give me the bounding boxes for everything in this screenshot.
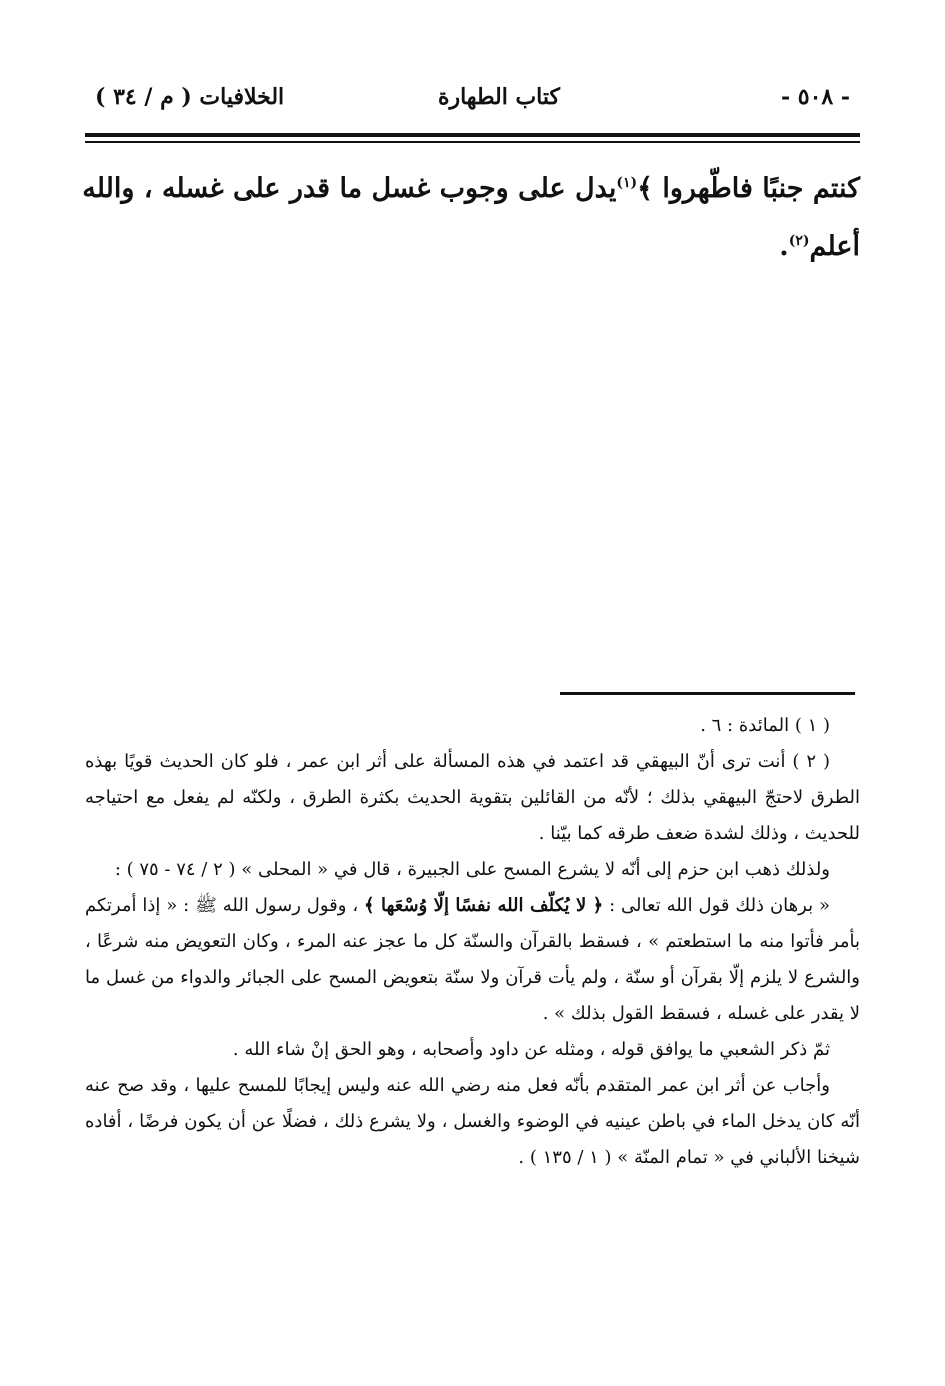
- footnote-2-paragraph: ثمّ ذكر الشعبي ما يوافق قوله ، ومثله عن داود وأصحابه ، وهو الحق إنْ شاء الله .: [232, 1039, 830, 1060]
- footnote-text-segment: « برهان ذلك قول الله تعالى :: [603, 895, 830, 916]
- footnote-ref-2: (٢): [788, 233, 810, 249]
- header-rule-thick: [85, 133, 860, 137]
- header-subtitle: الخلافيات ( م / ٣٤ ): [95, 84, 285, 110]
- footnote-2-paragraph: ( ٢ ) أنت ترى أنّ البيهقي قد اعتمد في هذه المسألة على أثر ابن عمر ، فلو كان الحديث قويًا بهذه الطرق لاحتجّ البيهقي بذلك ؛ لأنّه من القائلين بتقوية الحديث بكثرة الطرق ، ولكنّه لم يفعل مع احتياجه للحديث ، وذلك لشدة ضعف طرقه كما بيّنا .: [85, 751, 860, 844]
- footnote-text-segment: ، وقول رسول الله ﷺ : « إذا أمرتكم بأمر فأتوا منه ما استطعتم » ، فسقط بالقرآن والسنّة كل ما عجز عنه المرء ، وكان التعويض منه شرعًا ، والشرع لا يلزم إلّا بقرآن أو سنّة ، ولم يأت قرآن ولا سنّة بتعويض المسح على الجبائر والدواء من غسل ما لا يقدر على غسله ، فسقط القول بذلك » .: [85, 895, 860, 1024]
- main-text-segment: كنتم جنبًا فاطّهروا ﴾: [637, 173, 860, 204]
- main-line: [80, 160, 860, 218]
- footnote-ref-1: (١): [616, 175, 638, 191]
- footnote-separator: [560, 692, 855, 695]
- quran-quote: ﴿ لا يُكلّف الله نفسًا إلّا وُسْعَها ﴾: [364, 895, 604, 916]
- footnote-2-paragraph: ولذلك ذهب ابن حزم إلى أنّه لا يشرع المسح على الجبيرة ، قال في « المحلى » ( ٢ / ٧٤ - ٧٥ ) :: [114, 859, 830, 880]
- page-number: - ٥٠٨ -: [780, 84, 850, 110]
- book-title: كتاب الطهارة: [437, 84, 560, 110]
- footnotes: [85, 708, 860, 1176]
- main-text-segment: يدل على وجوب غسل ما قدر على غسله ، والله: [82, 173, 617, 204]
- footnote-1: ( ١ ) المائدة : ٦ .: [700, 715, 830, 736]
- header-rule-thin: [85, 141, 860, 143]
- footnote-2-paragraph: وأجاب عن أثر ابن عمر المتقدم بأنّه فعل منه رضي الله عنه وليس إيجابًا للمسح عليها ، وقد صح عنه أنّه كان يدخل الماء في باطن عينيه في الوضوء والغسل ، ولا يشرع ذلك ، فضلًا عن أن يكون فرضًا ، أفاده شيخنا الألباني في « تمام المنّة » ( ١ / ١٣٥ ) .: [85, 1075, 860, 1168]
- main-text: [80, 160, 860, 276]
- main-text-segment: أعلم: [809, 231, 860, 262]
- footnote-2-quote-paragraph: [85, 888, 860, 1032]
- main-text-segment: .: [779, 231, 789, 262]
- page-header: [85, 80, 860, 120]
- main-line: [80, 218, 860, 276]
